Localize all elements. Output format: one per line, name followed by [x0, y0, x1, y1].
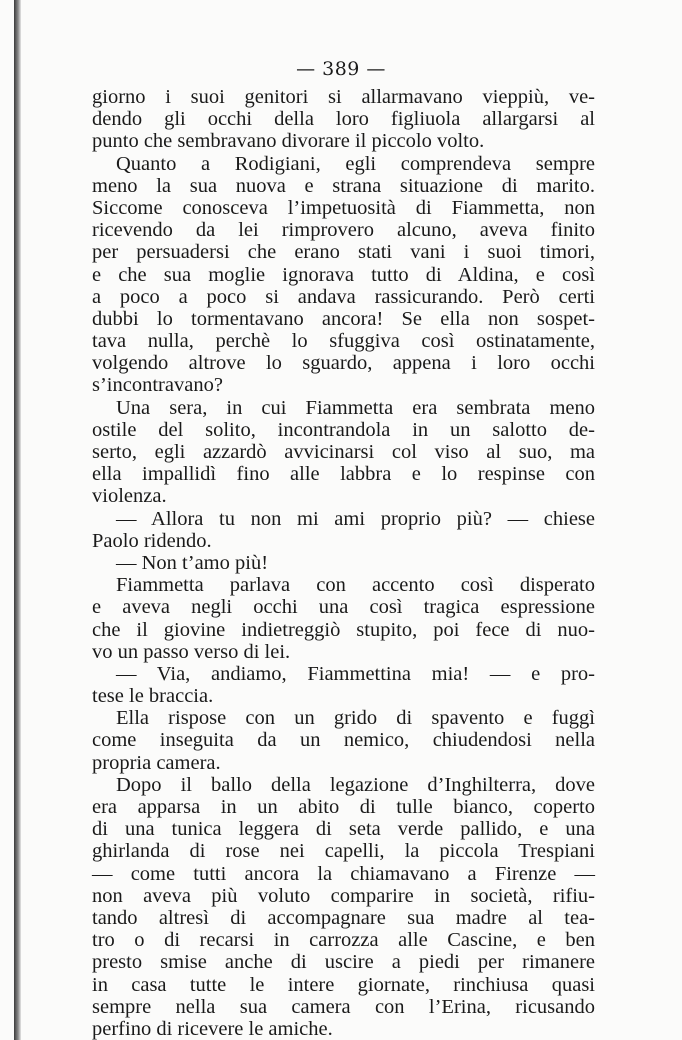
text-line: non aveva più voluto comparire in società, rifiu-	[92, 884, 595, 907]
text-line: tro o di recarsi in carrozza alle Cascine, e ben	[92, 929, 595, 952]
text-line: presto smise anche di uscire a piedi per rimanere	[92, 951, 595, 974]
text-line: tese le braccia.	[92, 685, 214, 708]
text-line: giorno i suoi genitori si allarmavano vieppiù, ve-	[92, 86, 595, 108]
text-line: punto che sembravano divorare il piccolo volto.	[92, 130, 485, 153]
text-line: e aveva negli occhi una così tragica espressione	[92, 596, 595, 619]
text-line: volgendo altrove lo sguardo, appena i loro occhi	[92, 352, 595, 375]
text-line: Una sera, in cui Fiammetta era sembrata meno	[116, 396, 595, 419]
text-line: dendo gli occhi della loro figliuola allargarsi al	[92, 108, 595, 131]
text-line: tando altresì di accompagnare sua madre al tea-	[92, 906, 595, 929]
page-binding-edge	[14, 0, 21, 1040]
text-line: tava nulla, perchè lo sfuggiva così ostinatamente,	[92, 330, 595, 353]
text-line: ella impallidì fino alle labbra e lo respinse con	[92, 463, 595, 486]
text-line: dubbi lo tormentavano ancora! Se ella non sospet-	[92, 307, 595, 330]
text-line: — Allora tu non mi ami proprio più? — chiese	[116, 507, 595, 530]
text-line: sempre nella sua camera con l’Erina, ricusando	[92, 995, 595, 1018]
body-text	[92, 86, 595, 1040]
text-line: ricevendo da lei rimprovero alcuno, aveva finito	[92, 219, 595, 242]
text-line: propria camera.	[92, 751, 221, 774]
text-line: Ella rispose con un grido di spavento e fuggì	[116, 707, 595, 730]
text-line: Fiammetta parlava con accento così disperato	[116, 574, 595, 597]
text-line: e che sua moglie ignorava tutto di Aldina, e così	[92, 263, 595, 286]
text-line: per persuadersi che erano stati vani i suoi timori,	[92, 241, 595, 264]
text-line: vo un passo verso di lei.	[92, 640, 291, 663]
text-line: perfino di ricevere le amiche.	[92, 1017, 333, 1040]
text-line: a poco a poco si andava rassicurando. Però certi	[92, 285, 595, 308]
text-line: che il giovine indietreggiò stupito, poi fece di nuo-	[92, 618, 595, 641]
text-line: era apparsa in un abito di tulle bianco, coperto	[92, 796, 595, 818]
text-line: Siccome conosceva l’impetuosità di Fiammetta, non	[92, 196, 595, 219]
text-line: ostile del solito, incontrandola in un salotto de-	[92, 418, 595, 441]
text-line: ghirlanda di rose nei capelli, la piccola Trespiani	[92, 840, 595, 863]
text-line: serto, egli azzardò avvicinarsi col viso al suo, ma	[92, 441, 595, 463]
text-line: Paolo ridendo.	[92, 529, 212, 552]
text-line: — Via, andiamo, Fiammettina mia! — e pro-	[116, 662, 595, 685]
text-line: Quanto a Rodigiani, egli comprendeva sempre	[116, 152, 595, 175]
text-line: di una tunica leggera di seta verde pallido, e una	[92, 818, 595, 841]
text-line: — come tutti ancora la chiamavano a Firenze —	[92, 862, 595, 885]
text-line: violenza.	[92, 485, 167, 508]
page-number: — 389 —	[296, 58, 386, 80]
text-line: meno la sua nuova e strana situazione di marito.	[92, 174, 595, 197]
text-line: s’incontravano?	[92, 374, 223, 397]
text-line: Dopo il ballo della legazione d’Inghilterra, dove	[116, 773, 595, 796]
text-line: — Non t’amo più!	[116, 551, 269, 574]
text-line: in casa tutte le intere giornate, rinchiusa quasi	[92, 973, 595, 996]
text-line: come inseguita da un nemico, chiudendosi nella	[92, 729, 595, 752]
